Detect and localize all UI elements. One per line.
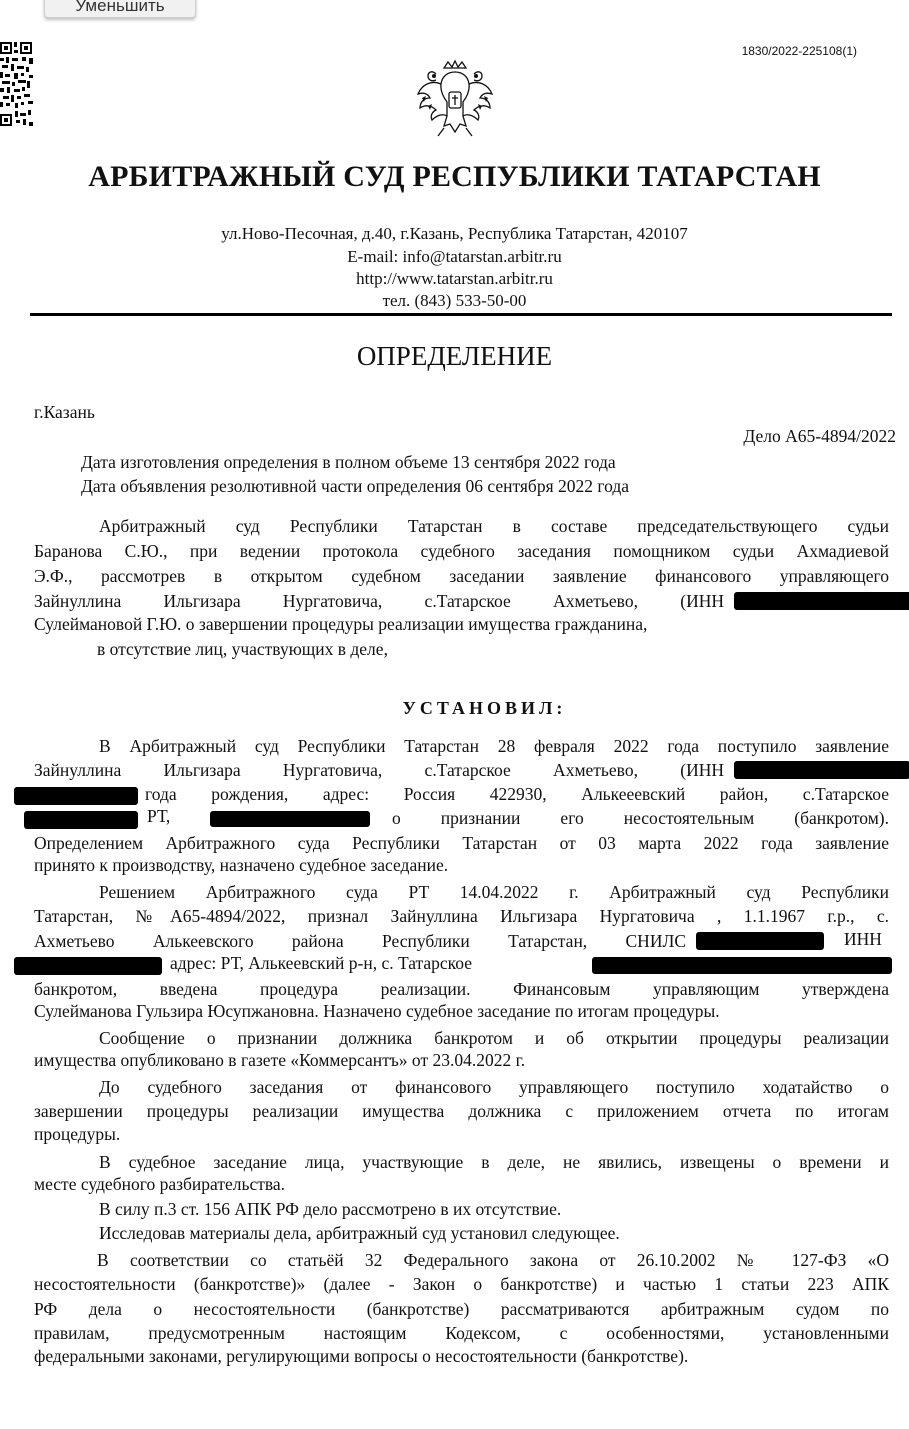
p3-line-4: адрес: РТ, Алькеевский р-н, с. Татарское	[170, 953, 473, 973]
redacted-address	[592, 957, 892, 974]
date-full: Дата изготовления определения в полном объеме 13 сентября 2022 года	[81, 452, 616, 472]
p1-line-2: Баранова С.Ю., при ведении протокола судебного заседания помощником судьи Ахмадиевой	[34, 541, 889, 561]
p4-line-1: Сообщение о признании должника банкротом и об открытии процедуры реализации	[99, 1028, 889, 1048]
redacted-birth-date	[14, 787, 138, 805]
p4-line-2: имущества опубликовано в газете «Коммерсантъ» от 23.04.2022 г.	[34, 1050, 526, 1070]
p3-line-1: Решением Арбитражного суда РТ 14.04.2022 г. Арбитражный суд Республики	[99, 882, 889, 902]
p5-line-1: До судебного заседания от финансового управляющего поступило ходатайство о	[99, 1077, 889, 1097]
p1-line-3: Э.Ф., рассмотрев в открытом судебном заседании заявление финансового управляющего	[34, 566, 889, 586]
p9-line-5: федеральными законами, регулирующими вопросы о несостоятельности (банкротстве).	[34, 1346, 689, 1366]
p3-line-6: Сулейманова Гульзира Юсупжановна. Назначено судебное заседание по итогам процедуры.	[34, 1001, 720, 1021]
court-phone: тел. (843) 533-50-00	[382, 291, 527, 310]
redacted-inn	[734, 592, 909, 610]
header-divider	[30, 313, 892, 316]
p1-line-6: в отсутствие лиц, участвующих в деле,	[97, 639, 388, 659]
coat-of-arms-icon	[414, 58, 496, 142]
p2-line-3: года рождения, адрес: Россия 422930, Алькееевский район, с.Татарское	[145, 784, 889, 804]
court-email: E-mail: info@tatarstan.arbitr.ru	[347, 247, 562, 266]
qr-code	[0, 40, 34, 130]
p2-line-4b: о признании его несостоятельным (банкротом).	[392, 808, 889, 828]
court-name: АРБИТРАЖНЫЙ СУД РЕСПУБЛИКИ ТАТАРСТАН	[88, 160, 821, 193]
p2-line-2: Зайнуллина Ильгизара Нургатовича, с.Татарское Ахметьево, (ИНН	[34, 760, 724, 780]
city: г.Казань	[34, 402, 95, 422]
p7: В силу п.3 ст. 156 АПК РФ дело рассмотрено в их отсутствие.	[99, 1199, 562, 1219]
p9-line-2: несостоятельности (банкротстве)» (далее - Закон о банкротстве) и частью 1 статьи 223 АПК	[34, 1274, 889, 1294]
case-number: Дело А65-4894/2022	[743, 426, 896, 446]
date-resolution: Дата объявления резолютивной части определения 06 сентября 2022 года	[81, 476, 630, 496]
p3-line-3b: ИНН	[844, 929, 882, 949]
p6-line-1: В судебное заседание лица, участвующие в деле, не явились, извещены о времени и	[99, 1152, 889, 1172]
p5-line-3: процедуры.	[34, 1124, 121, 1144]
p9-line-4: правилам, предусмотренным настоящим Кодексом, с особенностями, установленными	[34, 1323, 889, 1343]
p3-line-5: банкротом, введена процедура реализации. Финансовым управляющим утверждена	[34, 979, 889, 999]
redacted-inn	[14, 957, 162, 975]
redacted-inn	[734, 761, 909, 779]
p2-line-6: принято к производству, назначено судебное заседание.	[34, 855, 449, 875]
court-website: http://www.tatarstan.arbitr.ru	[356, 269, 553, 288]
p8: Исследовав материалы дела, арбитражный суд установил следующее.	[99, 1223, 620, 1243]
p3-line-2: Татарстан, №А65-4894/2022, признал Зайнуллина Ильгизара Нургатовича , 1.1.1967 г.р., с.	[34, 906, 889, 926]
p6-line-2: месте судебного разбирательства.	[34, 1174, 286, 1194]
p9-line-3: РФ дела о несостоятельности (банкротстве) рассматриваются арбитражным судом по	[34, 1299, 889, 1319]
section-heading: УСТАНОВИЛ:	[402, 698, 567, 718]
case-code: 1830/2022-225108(1)	[741, 44, 857, 58]
p2-line-4a: РТ,	[147, 806, 171, 826]
zoom-out-button[interactable]: Уменьшить	[44, 0, 196, 18]
redacted-address	[210, 811, 370, 827]
p9-line-1: В соответствии со статьёй 32 Федерального закона от 26.10.2002 № 127-ФЗ «О	[97, 1250, 889, 1270]
document-type: ОПРЕДЕЛЕНИЕ	[356, 341, 553, 371]
p2-line-1: В Арбитражный суд Республики Татарстан 28 февраля 2022 года поступило заявление	[99, 736, 889, 756]
p1-line-1: Арбитражный суд Республики Татарстан в составе председательствующего судьи	[99, 516, 889, 536]
p1-line-4: Зайнуллина Ильгизара Нургатовича, с.Татарское Ахметьево, (ИНН	[34, 591, 724, 611]
p1-line-5: Сулеймановой Г.Ю. о завершении процедуры реализации имущества гражданина,	[34, 614, 648, 634]
p2-line-5: Определением Арбитражного суда Республики Татарстан от 03 марта 2022 года заявление	[34, 833, 889, 853]
court-address: ул.Ново-Песочная, д.40, г.Казань, Республика Татарстан, 420107	[221, 224, 688, 243]
p3-line-3a: Ахметьево Алькеевского района Республики Татарстан, СНИЛС	[34, 931, 686, 951]
redacted-address	[24, 811, 138, 829]
p5-line-2: завершении процедуры реализации имущества должника с приложением отчета по итогам	[34, 1101, 889, 1121]
redacted-snils	[696, 932, 824, 950]
